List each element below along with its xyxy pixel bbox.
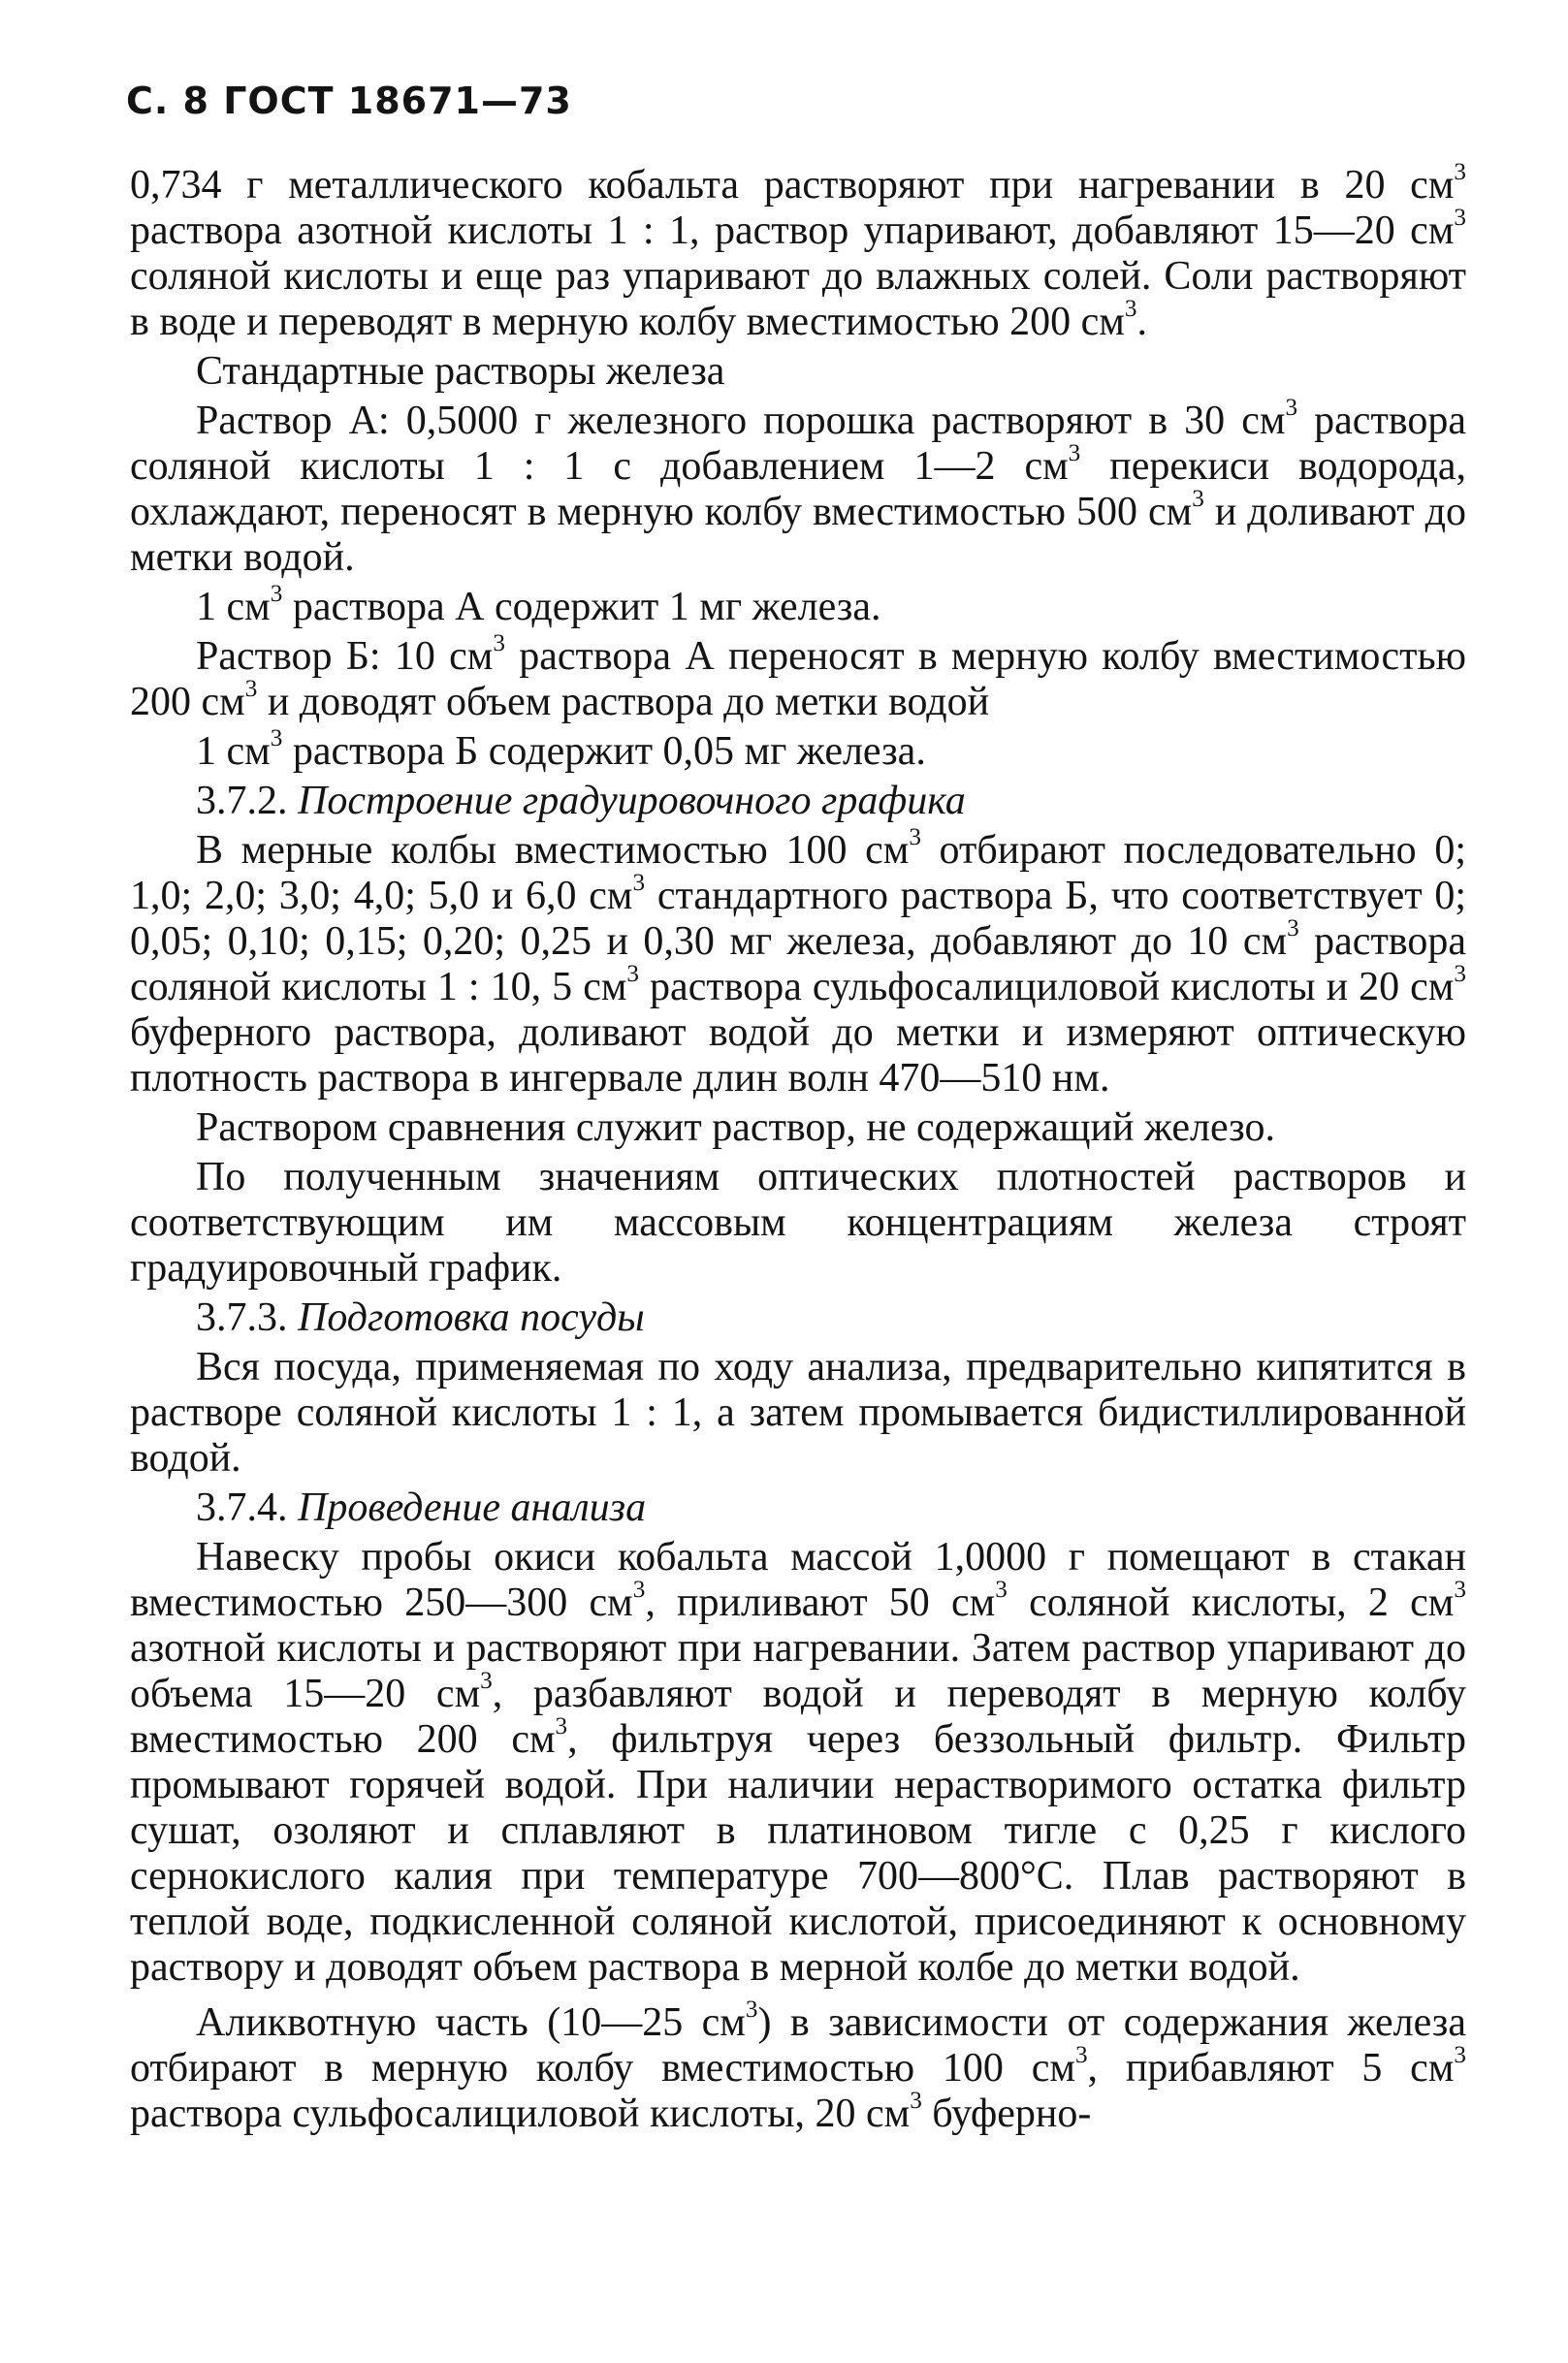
- paragraph: 0,734 г металлического кобальта растворяют при нагревании в 20 $см^3$ раствора азотной кислоты 1 : 1, раствор упаривают, добавляют 15—20 $см^3$ соляной кислоты и еще раз упаривают до влажных солей. Соли растворяют в воде и переводят в мерную колбу вместимостью 200 $см^3$.: [130, 159, 1466, 344]
- section-number: 3.7.2.: [196, 779, 288, 823]
- section-heading: [130, 779, 1466, 824]
- paragraph: По полученным значениям оптических плотностей растворов и соответствующим им массовым концентрациям железа строят градуировочный график.: [130, 1155, 1466, 1291]
- paragraph: Стандартные растворы железа: [196, 349, 725, 394]
- paragraph: Аликвотную часть (10—25 $см^3$) в зависимости от содержания железа отбирают в мерную колбу вместимостью 100 $см^3$, прибавляют 5 $см^3$ раствора сульфосалициловой кислоты, 20 $см^3$ буферно-: [130, 1996, 1466, 2136]
- section-number: 3.7.3.: [196, 1295, 288, 1340]
- section-title: Проведение анализа: [298, 1485, 647, 1530]
- section-title: Построение градуировочного графика: [298, 779, 966, 823]
- paragraph: Раствором сравнения служит раствор, не содержащий железо.: [196, 1105, 1275, 1150]
- section-heading: [130, 1295, 1466, 1341]
- section-number: 3.7.4.: [196, 1485, 288, 1530]
- document-body: [130, 159, 1467, 2141]
- paragraph: 1 $см^3$ раствора А содержит 1 мг железа.: [196, 581, 881, 629]
- paragraph: Раствор Б: 10 $см^3$ раствора А переносят в мерную колбу вместимостью 200 $см^3$ и доводят объем раствора до метки водой: [130, 630, 1466, 724]
- section-heading: [130, 1485, 1466, 1531]
- paragraph: Раствор А: 0,5000 г железного порошка растворяют в 30 $см^3$ раствора соляной кислоты 1 : 1 с добавлением 1—2 $см^3$ перекиси водорода, охлаждают, переносят в мерную колбу вместимостью 500 $см^3$ и доливают до метки водой.: [130, 395, 1467, 580]
- paragraph: В мерные колбы вместимостью 100 $см^3$ отбирают последовательно 0; 1,0; 2,0; 3,0; 4,0; 5,0 и 6,0 $см^3$ стандартного раствора Б, что соответствует 0; 0,05; 0,10; 0,15; 0,20; 0,25 и 0,30 мг железа, добавляют до 10 $см^3$ раствора соляной кислоты 1 : 10, 5 $см^3$ раствора сульфосалициловой кислоты и 20 $см^3$ буферного раствора, доливают водой до метки и измеряют оптическую плотность раствора в ингервале длин волн 470—510 нм.: [130, 824, 1467, 1101]
- paragraph: 1 $см^3$ раствора Б содержит 0,05 мг железа.: [196, 725, 926, 774]
- paragraph: Навеску пробы окиси кобальта массой 1,0000 г помещают в стакан вместимостью 250—300 $см^3$, приливают 50 $см^3$ соляной кислоты, 2 $см^3$ азотной кислоты и растворяют при нагревании. Затем раствор упаривают до объема 15—20 $см^3$, разбавляют водой и переводят в мерную колбу вместимостью 200 $см^3$, фильтруя через беззольный фильтр. Фильтр промывают горячей водой. При наличии нерастворимого остатка фильтр сушат, озоляют и сплавляют в платиновом тигле с 0,25 г кислого сернокислого калия при температуре 700—800°С. Плав растворяют в теплой воде, подкисленной соляной кислотой, присоединяют к основному раствору и доводят объем раствора в мерной колбе до метки водой.: [130, 1535, 1466, 1990]
- paragraph: Вся посуда, применяемая по ходу анализа, предварительно кипятится в растворе соляной кислоты 1 : 1, а затем промывается бидистиллированной водой.: [130, 1345, 1466, 1481]
- section-title: Подготовка посуды: [298, 1295, 645, 1340]
- page-header: С. 8 ГОСТ 18671—73: [126, 80, 572, 122]
